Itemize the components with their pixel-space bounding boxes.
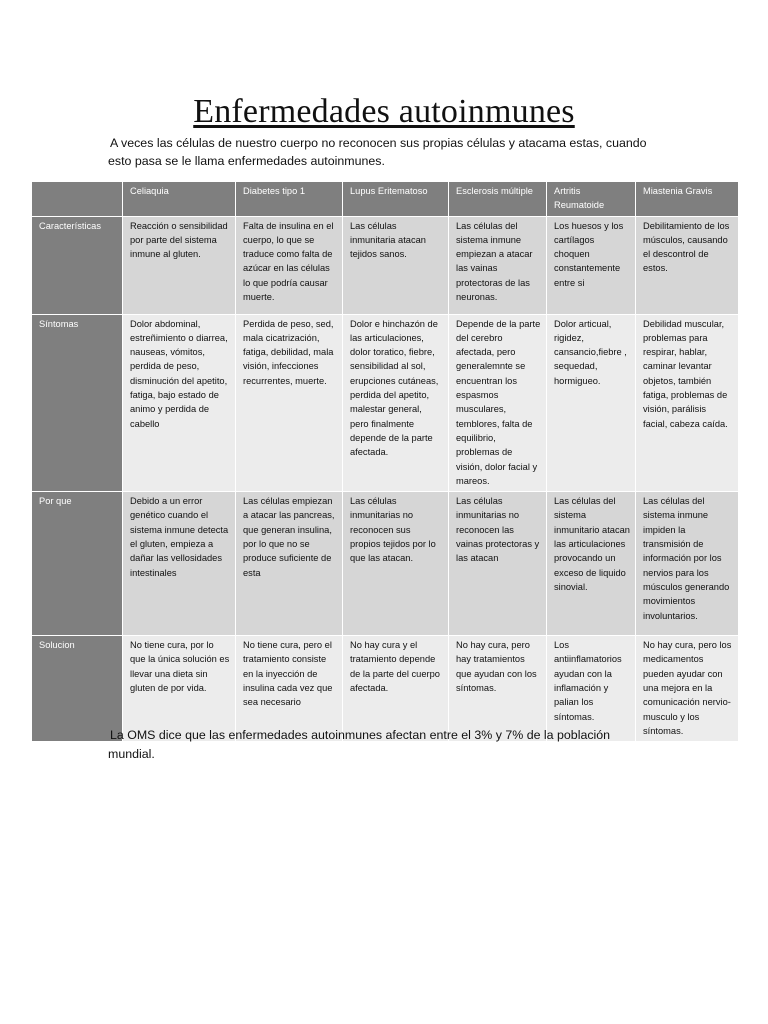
table-cell: No tiene cura, por lo que la única solución es llevar una dieta sin gluten de por vida. — [123, 636, 236, 742]
row-label: Características — [32, 216, 123, 314]
table-cell: Dolor articual, rigidez, cansancio,fiebre , sequedad, hormigueo. — [547, 314, 636, 492]
header-cell-lupus: Lupus Eritematoso — [343, 182, 449, 217]
table-cell: No hay cura y el tratamiento depende de la parte del cuerpo afectada. — [343, 636, 449, 742]
header-cell-corner — [32, 182, 123, 217]
table-cell: Perdida de peso, sed, mala cicatrización, fatiga, debilidad, mala visión, infecciones recurrentes, muerte. — [236, 314, 343, 492]
row-label: Solucion — [32, 636, 123, 742]
table-row — [32, 492, 738, 636]
table-cell: Falta de insulina en el cuerpo, lo que se traduce como falta de azúcar en las células lo que podría causar muerte. — [236, 216, 343, 314]
header-cell-esclerosis: Esclerosis múltiple — [449, 182, 547, 217]
table-cell: Dolor e hinchazón de las articulaciones, dolor toratico, fiebre, sensibilidad al sol, erupciones cutáneas, perdida del apetito, malestar general, pero finalmente depende de la parte afectada. — [343, 314, 449, 492]
table-cell: Debilidad muscular, problemas para respirar, hablar, caminar levantar objetos, también fatiga, problemas de visión, parálisis facial, cabeza caída. — [636, 314, 738, 492]
table-cell: Depende de la parte del cerebro afectada, pero generalemnte se encuentran los espasmos musculares, temblores, falta de equilibrio, problemas de visión, dolor facial y mareos. — [449, 314, 547, 492]
table-cell: Las células del sistema inmune impiden la transmisión de información por los nervios para los músculos generando movimientos involuntarios. — [636, 492, 738, 636]
table-cell: Debido a un error genético cuando el sistema inmune detecta el gluten, empieza a dañar las vellosidades intestinales — [123, 492, 236, 636]
row-label: Por que — [32, 492, 123, 636]
table-cell: Reacción o sensibilidad por parte del sistema inmune al gluten. — [123, 216, 236, 314]
table-cell: Las células empiezan a atacar las pancreas, que generan insulina, por lo que no se produce suficiente de esta — [236, 492, 343, 636]
table-cell: Las células inmunitarias no reconocen las vainas protectoras y las atacan — [449, 492, 547, 636]
header-cell-miastenia: Miastenia Gravis — [636, 182, 738, 217]
header-cell-artritis: Artritis Reumatoide — [547, 182, 636, 217]
table-cell: Debilitamiento de los músculos, causando el descontrol de estos. — [636, 216, 738, 314]
row-label: Síntomas — [32, 314, 123, 492]
table-header-row — [32, 182, 738, 217]
table-cell: No hay cura, pero los medicamentos pueden ayudar con una mejora en la comunicación nervio-musculo y los síntomas. — [636, 636, 738, 742]
table-cell: No tiene cura, pero el tratamiento consiste en la inyección de insulina cada vez que sea necesario — [236, 636, 343, 742]
table-cell: Los antiinflamatorios ayudan con la inflamación y palian los síntomas. — [547, 636, 636, 742]
closing-paragraph: La OMS dice que las enfermedades autoinmunes afectan entre el 3% y 7% de la población mundial. — [108, 728, 611, 761]
table-cell: Los huesos y los cartílagos choquen constantemente entre si — [547, 216, 636, 314]
header-cell-celiaquia: Celiaquia — [123, 182, 236, 217]
table-row — [32, 216, 738, 314]
table-cell: No hay cura, pero hay tratamientos que ayudan con los síntomas. — [449, 636, 547, 742]
document-title: Enfermedades autoinmunes — [193, 93, 575, 130]
table-cell: Las células inmunitarias no reconocen sus propios tejidos por lo que las atacan. — [343, 492, 449, 636]
table-cell: Las células del sistema inmune empiezan a atacar las vainas protectoras de las neuronas. — [449, 216, 547, 314]
table-cell: Las células del sistema inmunitario atacan las articulaciones provocando un exceso de liquido sinovial. — [547, 492, 636, 636]
table-row — [32, 314, 738, 492]
table-cell: Dolor abdominal, estreñimiento o diarrea, nauseas, vómitos, perdida de peso, disminución del apetito, fatiga, bajo estado de animo y perdida de cabello — [123, 314, 236, 492]
header-cell-diabetes: Diabetes tipo 1 — [236, 182, 343, 217]
intro-paragraph: A veces las células de nuestro cuerpo no reconocen sus propias células y atacama estas, cuando esto pasa se le llama enfermedades autoinmunes. — [108, 136, 647, 168]
diseases-table — [31, 181, 738, 741]
table-cell: Las células inmunitaria atacan tejidos sanos. — [343, 216, 449, 314]
